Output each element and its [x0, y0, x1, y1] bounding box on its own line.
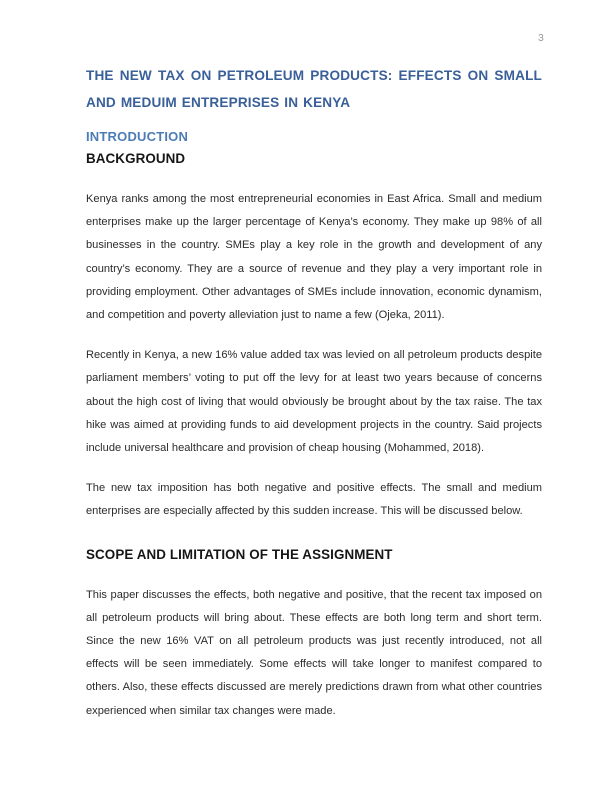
paragraph-scope-1: This paper discusses the effects, both negative and positive, that the recent tax imposed on all petroleum products will bring about. These effects are both long term and short term. Since the new 16% VAT on all petroleum products was just recently introduced, not all effects will be seen immediately. Some effects will take longer to manifest compared to others. Also, these effects discussed are merely predictions drawn from what other countries experienced when similar tax changes were made. — [86, 588, 542, 717]
heading-scope-and-limitation: SCOPE AND LIMITATION OF THE ASSIGNMENT — [86, 546, 393, 562]
paragraph-background-1: Kenya ranks among the most entrepreneurial economies in East Africa. Small and medium enterprises make up the larger percentage of Kenya’s economy. They make up 98% of all businesses in the country. SMEs play a key role in the growth and development of any country’s economy. They are a source of revenue and they play a very important role in providing employment. Other advantages of SMEs include innovation, economic dynamism, and competition and poverty alleviation just to name a few (Ojeka, 2011). — [86, 193, 542, 322]
paragraph-background-2: Recently in Kenya, a new 16% value added tax was levied on all petroleum products despite parliament members’ voting to put off the levy for at least two years because of concerns about the high cost of living that would obviously be brought about by the tax raise. The tax hike was aimed at providing funds to aid development projects in the country. Said projects include universal healthcare and provision of cheap housing (Mohammed, 2018). — [86, 349, 542, 455]
heading-background: BACKGROUND — [86, 151, 186, 166]
page-number: 3 — [537, 32, 544, 44]
paragraph-background-3: The new tax imposition has both negative and positive effects. The small and medium enterprises are especially affected by this sudden increase. This will be discussed below. — [86, 482, 542, 518]
heading-introduction: INTRODUCTION — [86, 129, 189, 144]
document-title: THE NEW TAX ON PETROLEUM PRODUCTS: EFFECTS ON SMALL AND MEDUIM ENTREPRISES IN KENYA — [86, 68, 542, 110]
document-content — [86, 62, 542, 723]
